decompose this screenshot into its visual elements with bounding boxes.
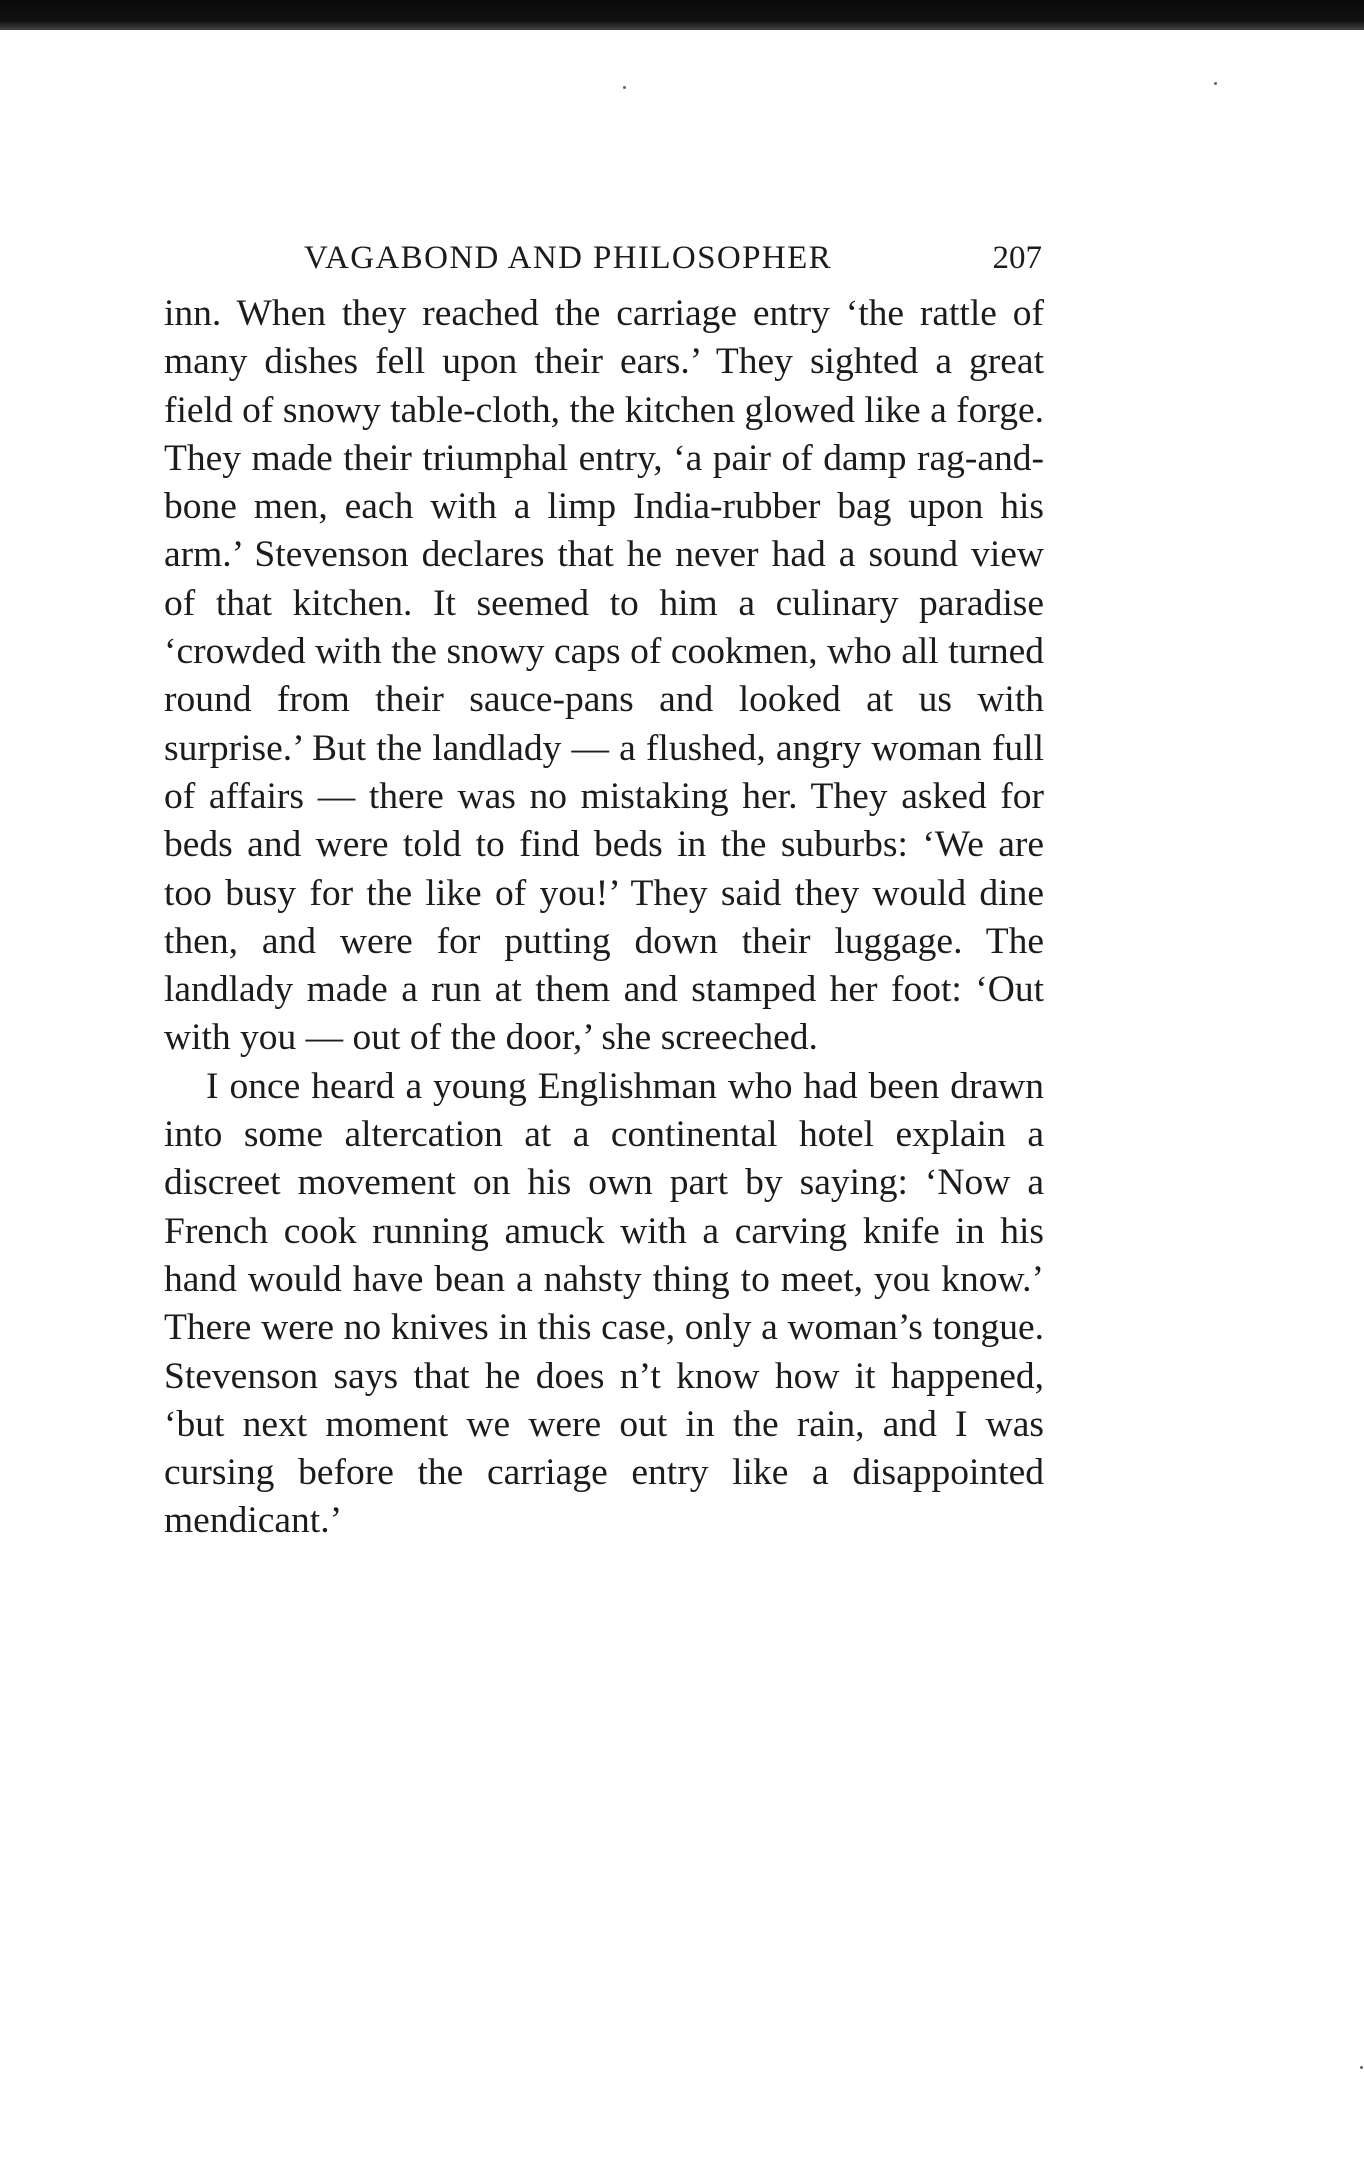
running-head <box>164 234 1044 284</box>
body-text <box>164 290 1044 1546</box>
paragraph-2: I once heard a young Englishman who had been drawn into some altercation at a continental hotel explain a discreet movement on his own part by saying: ‘Now a French cook running amuck with a carving knife in his hand would have bean a nahsty thing to meet, you know.’ There were no knives in this case, only a woman’s tongue. Stevenson says that he does n’t know how it happened, ‘but next moment we were out in the rain, and I was cursing before the carriage entry like a disappointed mendicant.’ <box>164 1065 1044 1542</box>
scan-speck <box>623 86 626 89</box>
scan-speck <box>1360 2066 1363 2069</box>
scan-speck <box>1214 82 1217 85</box>
paragraph-1: inn. When they reached the carriage entry ‘the rattle of many dishes fell upon their ears.’ They sighted a great field of snowy table-cloth, the kitchen glowed like a forge. They made their triumphal entry, ‘a pair of damp rag-and-bone men, each with a limp India-rubber bag upon his arm.’ Stevenson declares that he never had a sound view of that kitchen. It seemed to him a culinary paradise ‘crowded with the snowy caps of cookmen, who all turned round from their sauce-pans and looked at us with surprise.’ But the landlady — a flushed, angry woman full of affairs — there was no mistaking her. They asked for beds and were told to find beds in the suburbs: ‘We are too busy for the like of you!’ They said they would dine then, and were for putting down their luggage. The landlady made a run at them and stamped her foot: ‘Out with you — out of the door,’ she screeched. <box>164 293 1044 1059</box>
page-number: 207 <box>992 240 1042 276</box>
scan-top-border <box>0 0 1364 30</box>
running-head-title: VAGABOND AND PHILOSOPHER <box>304 240 833 276</box>
book-page <box>164 234 1044 1546</box>
